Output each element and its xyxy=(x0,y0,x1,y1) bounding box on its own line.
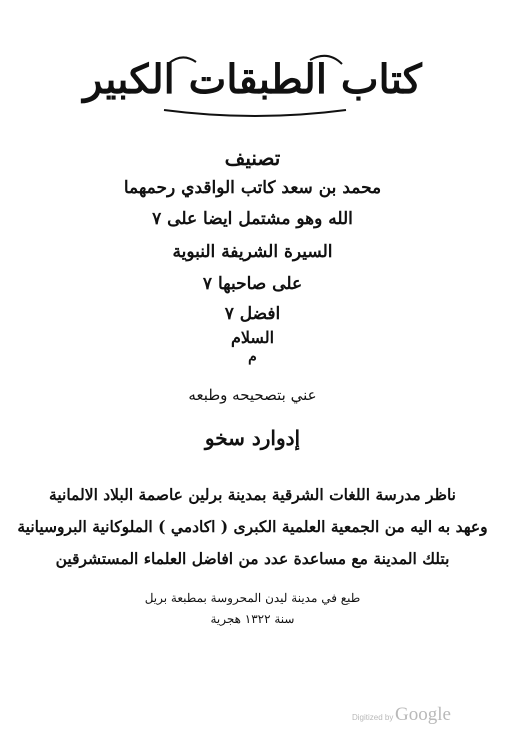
print-line: سنة ١٣٢٢ هجرية xyxy=(210,612,295,626)
watermark-prefix: Digitized by xyxy=(352,713,394,722)
editor-name: إدوارد سخو xyxy=(204,426,301,450)
book-title: كتاب الطبقات الكبير xyxy=(83,56,422,103)
print-line: طبع في مدينة ليدن المحروسة بمطبعة بريل xyxy=(144,591,361,605)
subtitle-tasnif: تصنيف xyxy=(224,146,281,170)
author-line: السلام xyxy=(230,328,275,347)
credit-line: بتلك المدينة مع مساعدة عدد من افاضل العلماء المستشرقين xyxy=(55,549,450,568)
credit-line: وعهد به اليه من الجمعية العلمية الكبرى ( اكادمي ) الملوكانية البروسيانية xyxy=(17,517,488,536)
edition-line: عني بتصحيحه وطبعه xyxy=(188,386,317,404)
credit-line: ناظر مدرسة اللغات الشرقية بمدينة برلين عاصمة البلاد الالمانية xyxy=(49,485,456,504)
author-line: افضل ٧ xyxy=(224,304,281,324)
watermark-brand: Google xyxy=(395,704,451,725)
author-line: محمد بن سعد كاتب الواقدي رحمهما xyxy=(123,178,382,198)
author-line: على صاحبها ٧ xyxy=(202,274,303,294)
author-line: السيرة الشريفة النبوية xyxy=(172,242,333,262)
google-digitized-watermark xyxy=(352,704,467,726)
author-line: م xyxy=(248,349,257,365)
author-line: الله وهو مشتمل ايضا على ٧ xyxy=(152,209,353,229)
